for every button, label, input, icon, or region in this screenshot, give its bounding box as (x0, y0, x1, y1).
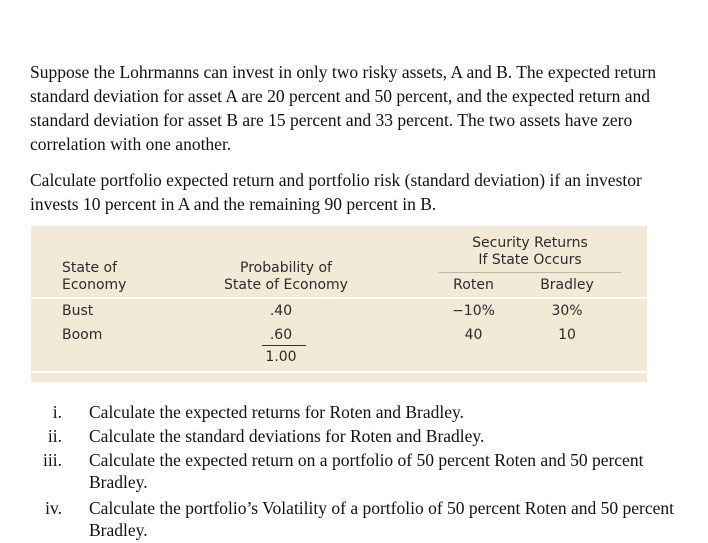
sum-underline (262, 345, 306, 346)
col-prob-header: Probability of (240, 260, 332, 276)
question-text: Calculate the portfolio’s Volatility of a portfolio of 50 percent Roten and 50 percent (89, 498, 674, 518)
total-prob: 1.00 (265, 349, 297, 365)
col-state-header-sub: Economy (62, 277, 127, 293)
col-bradley-header: Bradley (540, 277, 594, 293)
question-text-cont: Bradley. (89, 520, 148, 540)
row-bust-state: Bust (62, 303, 94, 319)
group-header: Security Returns (472, 235, 588, 251)
list-item (0, 449, 708, 493)
row-bust-bradley: 30% (551, 303, 583, 319)
question-text: Calculate the expected returns for Roten and Bradley. (89, 402, 464, 422)
task-line: invests 10 percent in A and the remaining 90 percent in B. (30, 194, 437, 214)
row-boom-bradley: 10 (558, 327, 576, 343)
question-number: i. (52, 402, 62, 422)
intro-line: Suppose the Lohrmanns can invest in only two risky assets, A and B. The expected return (30, 62, 657, 82)
footer-divider (31, 371, 647, 373)
row-boom-roten: 40 (464, 327, 483, 343)
row-boom-prob: .60 (269, 327, 293, 343)
intro-paragraph (30, 60, 708, 156)
list-item (0, 401, 708, 423)
row-boom-state: Boom (62, 327, 103, 343)
row-bust-roten: −10% (452, 303, 495, 319)
intro-line: correlation with one another. (30, 134, 232, 154)
list-item (0, 425, 708, 447)
group-divider (439, 272, 621, 273)
question-number: iv. (45, 498, 62, 518)
group-header-sub: If State Occurs (478, 252, 582, 268)
intro-line: standard deviation for asset B are 15 percent and 33 percent. The two assets have zero (30, 110, 633, 130)
list-item (0, 497, 708, 541)
header-divider (31, 297, 647, 299)
question-number: iii. (43, 450, 62, 470)
returns-table (31, 226, 647, 382)
intro-line: standard deviation for asset A are 20 percent and 50 percent, and the expected return and (30, 86, 651, 106)
row-bust-prob: .40 (269, 303, 293, 319)
question-text: Calculate the expected return on a portfolio of 50 percent Roten and 50 percent (89, 450, 644, 470)
col-state-header: State of (62, 260, 118, 276)
question-text: Calculate the standard deviations for Roten and Bradley. (89, 426, 485, 446)
col-prob-header-sub: State of Economy (224, 277, 348, 293)
question-number: ii. (47, 426, 62, 446)
task-paragraph (30, 168, 708, 216)
task-line: Calculate portfolio expected return and portfolio risk (standard deviation) if an investor (30, 170, 642, 190)
question-text-cont: Bradley. (89, 472, 148, 492)
col-roten-header: Roten (453, 277, 494, 293)
